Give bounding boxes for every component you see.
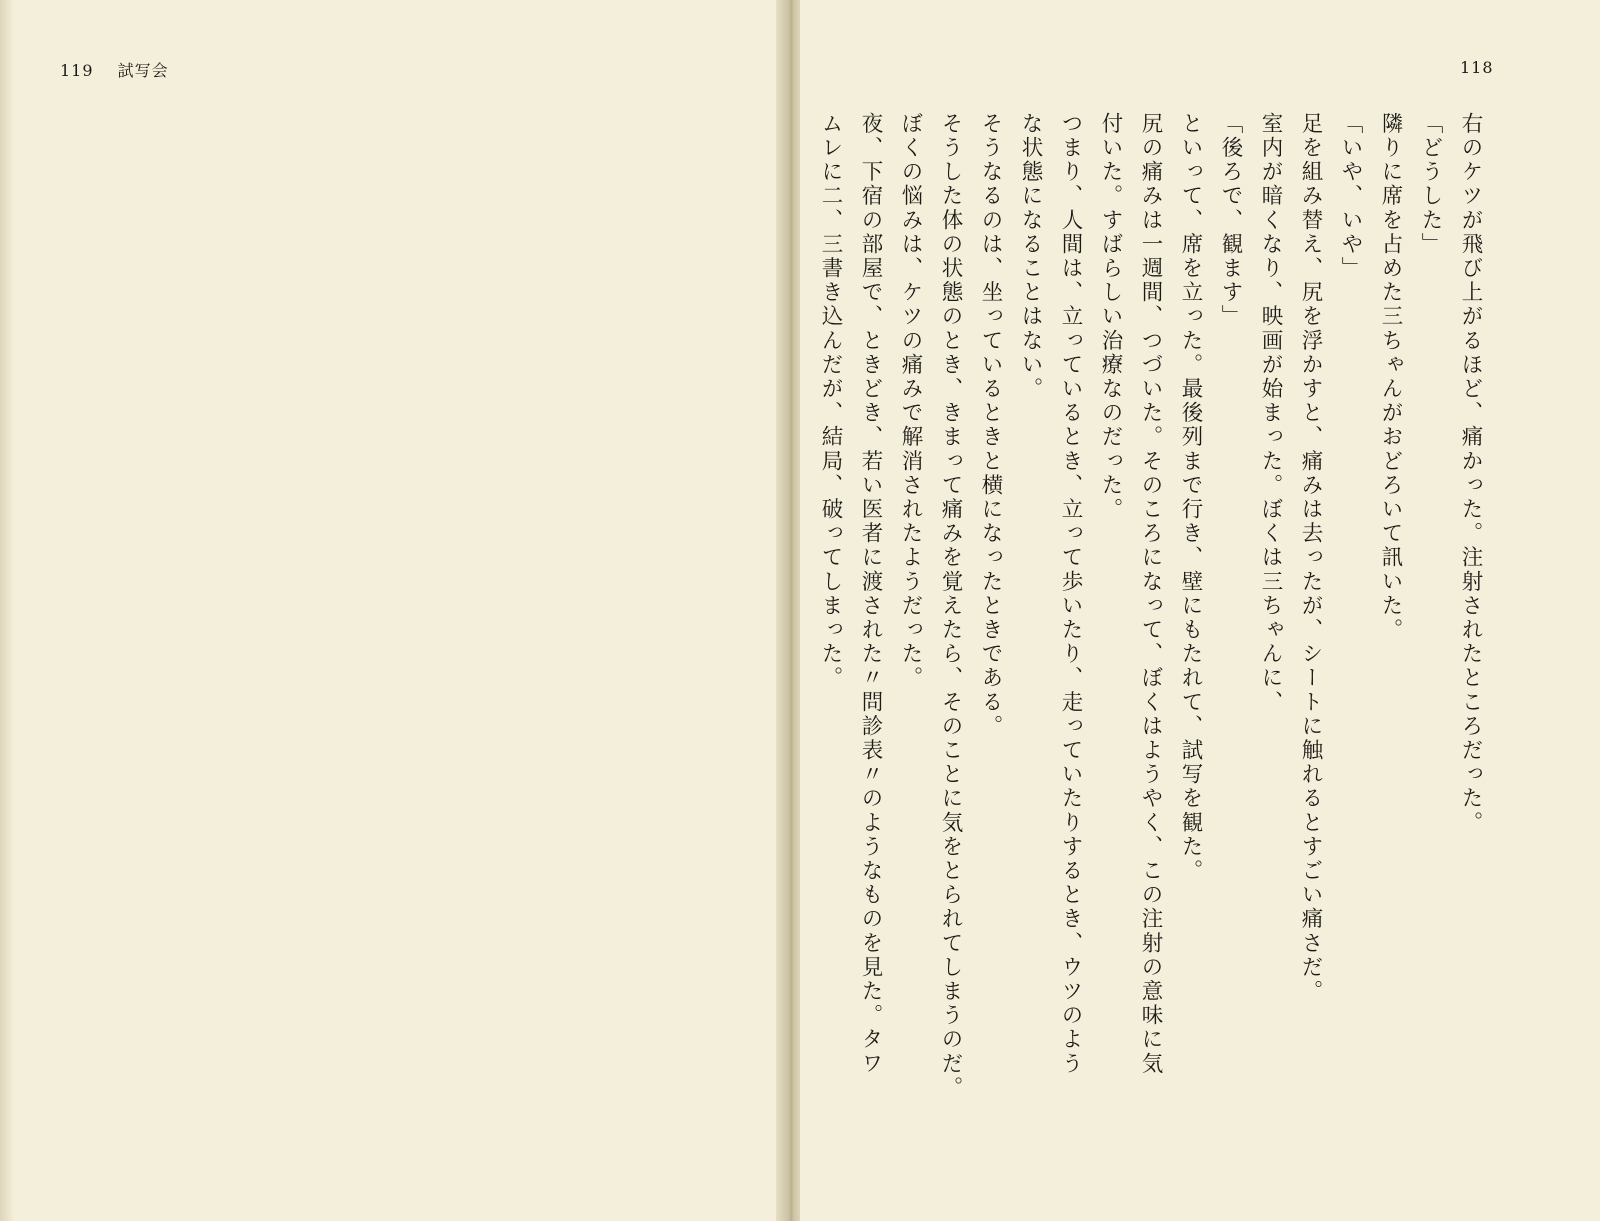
text-line: 室内が暗くなり、映画が始まった。ぼくは三ちゃんに、 (1258, 112, 1283, 715)
left-page-header (60, 58, 169, 81)
text-line: 「いや、いや」 (1338, 112, 1363, 281)
left-page (0, 0, 782, 1221)
page-edge-shadow (0, 0, 14, 1221)
text-line: 夜、下宿の部屋で、ときどき、若い医者に渡された〃問診表〃のようなものを見た。タワ (858, 112, 883, 1076)
text-line: つまり、人間は、立っているとき、立って歩いたり、走っていたりするとき、ウツのよう (1058, 112, 1083, 1076)
left-page-number: 119 (60, 61, 94, 80)
text-line: 尻の痛みは一週間、つづいた。そのころになって、ぼくはようやく、この注射の意味に気 (1138, 112, 1163, 1076)
text-line: 右のケツが飛び上がるほど、痛かった。注射されたところだった。 (1458, 112, 1483, 835)
right-page (800, 0, 1600, 1221)
text-line: 「どうした」 (1418, 112, 1443, 257)
right-page-number: 118 (1460, 58, 1494, 77)
running-title: 試写会 (117, 61, 169, 80)
right-page-text (810, 112, 1490, 1172)
text-line: ぼくの悩みは、ケツの痛みで解消されたようだった。 (898, 112, 923, 691)
text-line: 付いた。すばらしい治療なのだった。 (1098, 112, 1123, 522)
text-line: 足を組み替え、尻を浮かすと、痛みは去ったが、シートに触れるとすごい痛さだ。 (1298, 112, 1323, 1004)
text-line: な状態になることはない。 (1018, 112, 1043, 402)
text-line: ムレに二、三書き込んだが、結局、破ってしまった。 (818, 112, 843, 691)
text-line: そうした体の状態のとき、きまって痛みを覚えたら、そのことに気をとられてしまうのだ。 (938, 112, 963, 1101)
text-line: 隣りに席を占めた三ちゃんがおどろいて訊いた。 (1378, 112, 1403, 643)
text-line: そうなるのは、坐っているときと横になったときである。 (978, 112, 1003, 739)
right-page-header (1460, 58, 1494, 77)
text-line: 「後ろで、観ます」 (1218, 112, 1243, 329)
text-line: といって、席を立った。最後列まで行き、壁にもたれて、試写を観た。 (1178, 112, 1203, 884)
